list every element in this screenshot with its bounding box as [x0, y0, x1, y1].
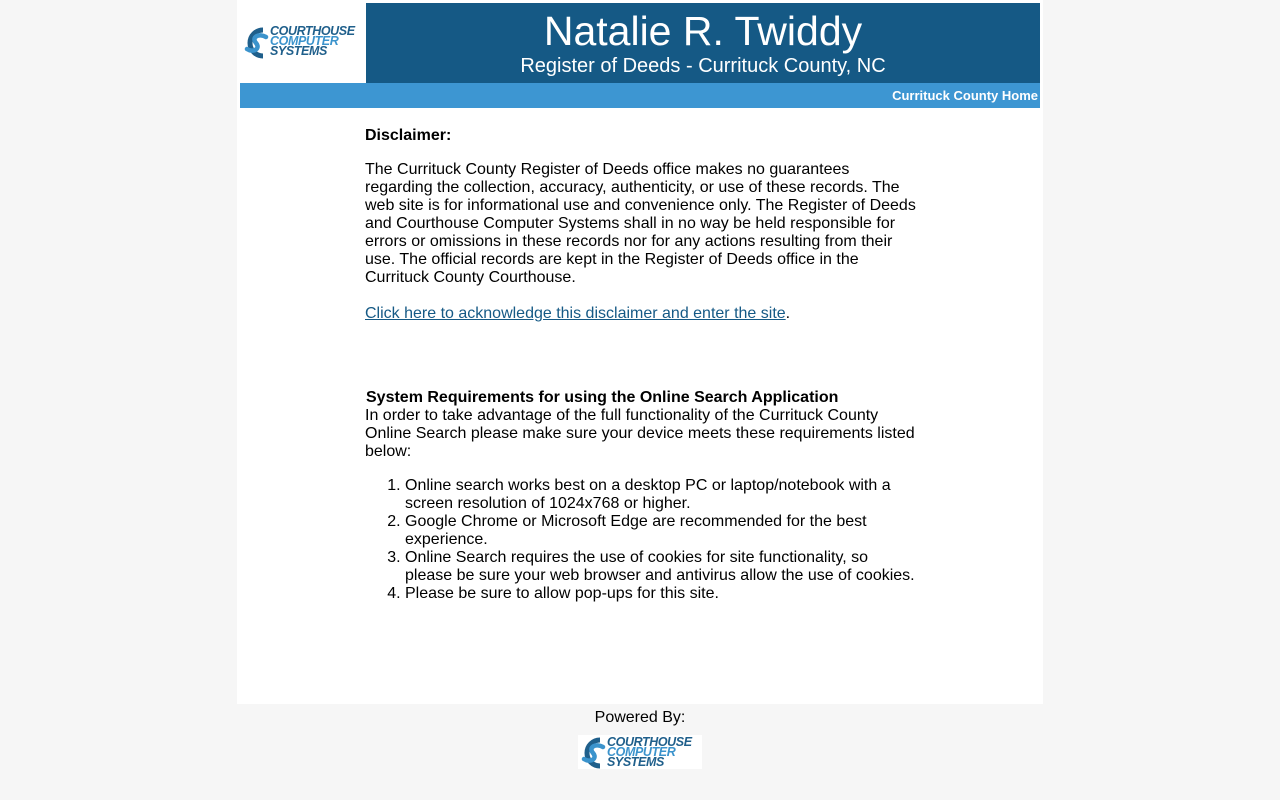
acknowledge-period: . — [785, 305, 791, 322]
logo-word-2: COMPUTER — [270, 34, 339, 48]
requirements-list — [365, 477, 917, 603]
acknowledge-paragraph — [365, 305, 917, 323]
disclaimer-text: The Currituck County Register of Deeds office makes no guarantees regarding the collection, accuracy, authenticity, or use of these records. The web site is for informational use and convenience only. The Register of Deeds and Courthouse Computer Systems shall in no way be held responsible for errors or omissions in these records nor for any actions resulting from their use. The official records are kept in the Register of Deeds office in the Currituck County Courthouse. — [365, 161, 916, 286]
logo-word-3: SYSTEMS — [270, 44, 327, 58]
header-banner — [366, 3, 1040, 83]
page-subtitle: Register of Deeds - Currituck County, NC — [520, 55, 886, 77]
courthouse-logo-icon — [578, 735, 610, 771]
disclaimer-title: Disclaimer: — [365, 127, 452, 144]
list-item: 2. Google Chrome or Microsoft Edge are recommended for the best experience. — [405, 513, 917, 549]
nav-bar — [240, 83, 1040, 108]
header-logo — [240, 3, 366, 83]
page-title: Natalie R. Twiddy — [543, 8, 863, 54]
list-item: 4. Please be sure to allow pop-ups for this site. — [405, 585, 917, 603]
footer-logo-word-1: COURTHOUSE — [607, 735, 692, 749]
requirements-intro: In order to take advantage of the full functionality of the Currituck County Online Search please make sure your device meets these requirements listed below: — [365, 407, 915, 460]
powered-by-label: Powered By: — [594, 709, 686, 726]
county-home-link[interactable]: Currituck County Home — [892, 88, 1038, 103]
footer-logo — [578, 735, 702, 769]
footer-logo-word-3: SYSTEMS — [607, 755, 664, 769]
list-item: 3. Online Search requires the use of cookies for site functionality, so please be sure your web browser and antivirus allow the use of cookies. — [405, 549, 917, 585]
logo-word-1: COURTHOUSE — [270, 24, 355, 38]
content-area — [365, 126, 917, 603]
list-item: 1. Online search works best on a desktop PC or laptop/notebook with a screen resolution of 1024x768 or higher. — [405, 477, 917, 513]
acknowledge-disclaimer-link[interactable]: Click here to acknowledge this disclaimer and enter the site — [365, 305, 786, 322]
courthouse-logo-icon — [241, 25, 273, 61]
requirements-title: System Requirements for using the Online Search Application — [366, 389, 839, 406]
footer-logo-word-2: COMPUTER — [607, 745, 676, 759]
